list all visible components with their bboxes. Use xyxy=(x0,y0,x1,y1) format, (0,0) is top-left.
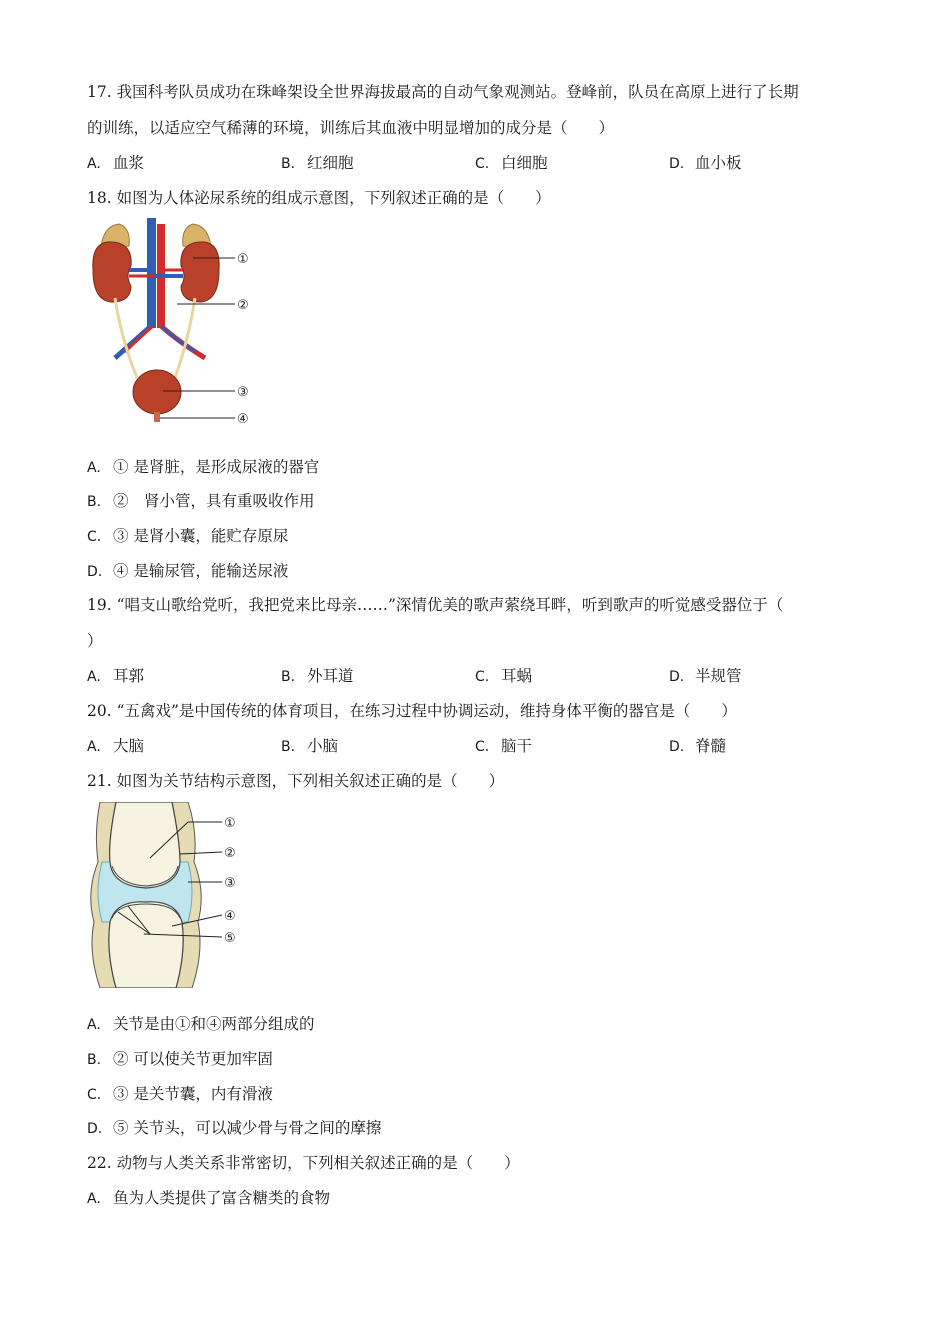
q21-option-d: D. ⑤ 关节头，可以减少骨与骨之间的摩擦 xyxy=(87,1119,382,1137)
q21-option-a: A. 关节是由①和④两部分组成的 xyxy=(87,1015,315,1033)
q21-figure-label-2: ② xyxy=(224,846,236,861)
q19-option-b: B. 外耳道 xyxy=(281,667,354,685)
q17-option-c: C. 白细胞 xyxy=(475,154,548,172)
q19-stem-line1: 19. “唱支山歌给党听，我把党来比母亲……”深情优美的歌声萦绕耳畔，听到歌声的听觉感受器位于（ xyxy=(87,596,784,614)
q20-options xyxy=(87,736,887,756)
q19-option-d: D. 半规管 xyxy=(669,667,742,685)
q17-option-b: B. 红细胞 xyxy=(281,154,354,172)
q20-option-c: C. 脑干 xyxy=(475,737,533,755)
q18-option-b: B. ② 肾小管，具有重吸收作用 xyxy=(87,492,315,510)
q19-option-c: C. 耳蜗 xyxy=(475,667,533,685)
q17-stem-line2: 的训练，以适应空气稀薄的环境，训练后其血液中明显增加的成分是（ ） xyxy=(87,119,615,137)
joint-structure-figure xyxy=(88,802,248,988)
q20-option-d: D. 脊髓 xyxy=(669,737,727,755)
q21-figure-label-5: ⑤ xyxy=(224,931,236,946)
q19-options xyxy=(87,666,887,686)
q18-figure-label-1: ① xyxy=(237,252,249,267)
q21-figure-label-4: ④ xyxy=(224,909,236,924)
q20-option-b: B. 小脑 xyxy=(281,737,339,755)
q18-figure-label-4: ④ xyxy=(237,412,249,427)
q17-options xyxy=(87,153,887,173)
q21-stem: 21. 如图为关节结构示意图，下列相关叙述正确的是（ ） xyxy=(87,772,505,790)
q21-figure-label-3: ③ xyxy=(224,876,236,891)
q19-stem-line2: ） xyxy=(87,632,103,650)
q21-option-c: C. ③ 是关节囊，内有滑液 xyxy=(87,1085,273,1103)
q22-stem: 22. 动物与人类关系非常密切，下列相关叙述正确的是（ ） xyxy=(87,1154,520,1172)
q18-option-d: D. ④ 是输尿管，能输送尿液 xyxy=(87,562,289,580)
q17-option-a: A. 血浆 xyxy=(87,154,145,172)
q18-figure-label-3: ③ xyxy=(237,385,249,400)
q18-option-c: C. ③ 是肾小囊，能贮存原尿 xyxy=(87,527,289,545)
q20-option-a: A. 大脑 xyxy=(87,737,145,755)
q22-option-a: A. 鱼为人类提供了富含糖类的食物 xyxy=(87,1189,331,1207)
q18-figure-label-2: ② xyxy=(237,298,249,313)
q19-option-a: A. 耳郭 xyxy=(87,667,145,685)
urinary-system-figure xyxy=(85,218,265,430)
q21-option-b: B. ② 可以使关节更加牢固 xyxy=(87,1050,273,1068)
q18-option-a: A. ① 是肾脏，是形成尿液的器官 xyxy=(87,458,320,476)
q17-stem-line1: 17. 我国科考队员成功在珠峰架设全世界海拔最高的自动气象观测站。登峰前，队员在高原上进行了长期 xyxy=(87,83,799,101)
q21-figure-label-1: ① xyxy=(224,816,236,831)
q17-option-d: D. 血小板 xyxy=(669,154,742,172)
q20-stem: 20. “五禽戏”是中国传统的体育项目，在练习过程中协调运动，维持身体平衡的器官是（ ） xyxy=(87,702,737,720)
q18-stem: 18. 如图为人体泌尿系统的组成示意图，下列叙述正确的是（ ） xyxy=(87,189,551,207)
